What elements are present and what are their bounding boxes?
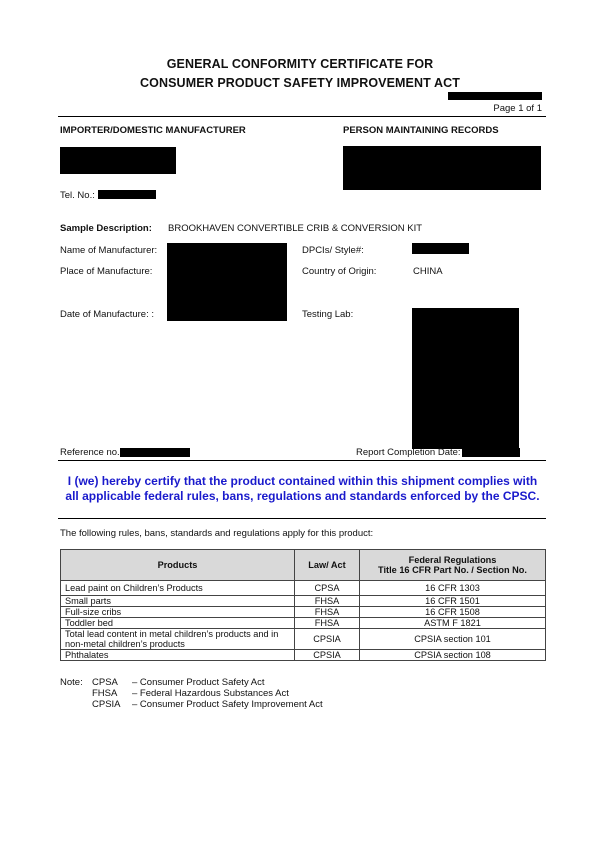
product-cell: Small parts [61, 596, 295, 607]
regulation-cell: 16 CFR 1508 [360, 607, 546, 618]
table-row [61, 618, 546, 629]
header-divider [58, 116, 546, 117]
law-cell: CPSIA [295, 650, 360, 661]
country-of-origin-value: CHINA [413, 266, 443, 277]
note-desc-fhsa: – Federal Hazardous Substances Act [132, 688, 289, 699]
page-number: Page 1 of 1 [493, 103, 542, 114]
certification-statement: I (we) hereby certify that the product contained within this shipment complies with all applicable federal rules, bans, regulations and standards enforced by the CPSC. [65, 474, 540, 503]
redacted-completion-date [462, 448, 520, 457]
redacted-testing-lab [412, 308, 519, 449]
product-cell: Phthalates [61, 650, 295, 661]
redacted-reference-number [120, 448, 190, 457]
column-header-law: Law/ Act [295, 550, 360, 581]
note-label: Note: [60, 677, 83, 688]
certificate-title-line-1: GENERAL CONFORMITY CERTIFICATE FOR [166, 57, 434, 71]
importer-heading: IMPORTER/DOMESTIC MANUFACTURER [60, 125, 246, 136]
law-cell: FHSA [295, 618, 360, 629]
redacted-records-address [343, 146, 541, 190]
product-cell: Total lead content in metal children’s products and in non-metal children’s products [61, 629, 295, 650]
regulations-header-line-2: Title 16 CFR Part No. / Section No. [378, 565, 527, 575]
note-desc-cpsia: – Consumer Product Safety Improvement Act [132, 699, 323, 710]
tel-label: Tel. No.: [60, 190, 95, 201]
product-cell: Lead paint on Children’s Products [61, 581, 295, 596]
sample-description-value: BROOKHAVEN CONVERTIBLE CRIB & CONVERSION KIT [168, 223, 423, 234]
table-row [61, 629, 546, 650]
sample-description-label: Sample Description: [60, 223, 152, 234]
law-cell: CPSIA [295, 629, 360, 650]
regulation-cell: CPSIA section 101 [360, 629, 546, 650]
date-of-manufacture-label: Date of Manufacture: : [60, 309, 154, 320]
table-row [61, 581, 546, 596]
note-abbr-fhsa: FHSA [92, 688, 118, 699]
country-of-origin-label: Country of Origin: [302, 266, 377, 277]
column-header-regulations [360, 550, 546, 581]
redacted-dpci [412, 243, 469, 254]
law-cell: FHSA [295, 596, 360, 607]
rules-intro: The following rules, bans, standards and regulations apply for this product: [60, 528, 374, 539]
law-cell: FHSA [295, 607, 360, 618]
note-abbr-cpsa: CPSA [92, 677, 118, 688]
section-divider-top [58, 460, 546, 461]
testing-lab-label: Testing Lab: [302, 309, 354, 320]
note-abbr-cpsia: CPSIA [92, 699, 121, 710]
regulation-cell: 16 CFR 1501 [360, 596, 546, 607]
manufacturer-label: Name of Manufacturer: [60, 245, 158, 256]
certificate-title-line-2: CONSUMER PRODUCT SAFETY IMPROVEMENT ACT [140, 76, 460, 90]
table-row [61, 607, 546, 618]
column-header-products: Products [61, 550, 295, 581]
redacted-importer-address [60, 147, 176, 174]
product-cell: Full-size cribs [61, 607, 295, 618]
table-row [61, 650, 546, 661]
rules-table [60, 549, 546, 661]
dpci-label: DPCIs/ Style#: [302, 245, 364, 256]
regulation-cell: 16 CFR 1303 [360, 581, 546, 596]
note-desc-cpsa: – Consumer Product Safety Act [132, 677, 265, 688]
law-cell: CPSA [295, 581, 360, 596]
place-of-manufacture-label: Place of Manufacture: [60, 266, 153, 277]
redacted-manufacturer-details [167, 243, 287, 321]
section-divider-bottom [58, 518, 546, 519]
regulation-cell: ASTM F 1821 [360, 618, 546, 629]
regulations-header-line-1: Federal Regulations [408, 555, 497, 565]
table-row [61, 596, 546, 607]
records-heading: PERSON MAINTAINING RECORDS [343, 125, 499, 136]
redacted-certificate-number [448, 92, 542, 100]
report-completion-date-label: Report Completion Date: [356, 447, 461, 458]
redacted-tel-number [98, 190, 156, 199]
reference-number-label: Reference no. [60, 447, 120, 458]
regulation-cell: CPSIA section 108 [360, 650, 546, 661]
product-cell: Toddler bed [61, 618, 295, 629]
